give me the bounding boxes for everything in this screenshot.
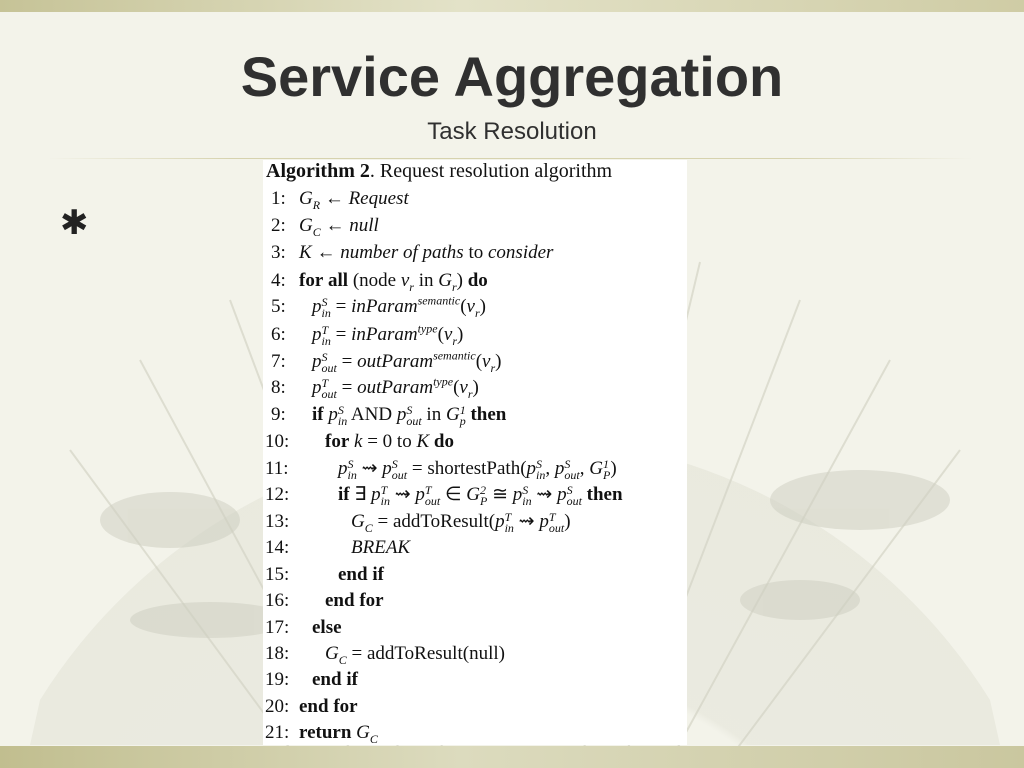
line-text: $G_C$ ← null xyxy=(299,215,379,239)
algorithm-line xyxy=(265,588,384,614)
line-number: 20: xyxy=(265,696,290,717)
algorithm-line xyxy=(265,720,378,745)
line-number: 3: xyxy=(271,242,286,263)
line-text: if p S in AND p S out in G 1 p then xyxy=(312,402,507,428)
line-number: 13: xyxy=(265,511,290,532)
line-number: 12: xyxy=(265,484,290,505)
line-text: p T in = $inParam^{type}(v_r)$ xyxy=(312,321,464,348)
line-number: 1: xyxy=(271,188,286,209)
line-text: p S in ⇝ p S out = shortestPath(p S in , p S out , G 1 P ) xyxy=(338,456,617,482)
slide-subtitle: Task Resolution xyxy=(427,118,597,145)
slide-title: Service Aggregation xyxy=(240,45,784,108)
line-text: $G_C$ = addToResult(null) xyxy=(325,643,505,667)
line-number: 10: xyxy=(265,431,290,452)
algorithm-title: . Request resolution algorithm xyxy=(369,160,613,182)
line-text: end for xyxy=(325,590,384,611)
line-number: 17: xyxy=(265,617,290,638)
line-number: 4: xyxy=(271,270,286,291)
algorithm-line xyxy=(265,482,623,508)
line-text: end if xyxy=(338,564,384,585)
algorithm-line xyxy=(265,615,342,641)
algorithm-line xyxy=(265,456,617,482)
line-text: for k = 0 to K do xyxy=(325,431,454,452)
bullet-star-icon: ✱ xyxy=(60,203,89,243)
algorithm-line xyxy=(271,186,409,212)
algorithm-caption xyxy=(266,160,612,183)
algorithm-line xyxy=(265,535,410,561)
line-number: 9: xyxy=(271,404,286,425)
algorithm-image xyxy=(263,160,687,745)
algorithm-line xyxy=(265,562,384,588)
line-number: 2: xyxy=(271,215,286,236)
line-number: 15: xyxy=(265,564,290,585)
line-number: 5: xyxy=(271,296,286,317)
bottom-accent-bar xyxy=(0,746,1024,768)
line-text: p T out = $outParam^{type}(v_r)$ xyxy=(312,374,479,401)
line-text: return $G_C$ xyxy=(299,722,378,745)
line-number: 8: xyxy=(271,377,286,398)
line-number: 16: xyxy=(265,590,290,611)
line-number: 11: xyxy=(265,458,289,479)
algorithm-line xyxy=(265,509,571,535)
algorithm-line xyxy=(265,694,358,720)
line-text: p S in = $inParam^{semantic}(v_r)$ xyxy=(312,293,486,320)
algorithm-line xyxy=(271,349,501,375)
line-number: 19: xyxy=(265,669,290,690)
line-text: for all (node $v_r$ in $G_r$) do xyxy=(299,270,488,294)
title-divider xyxy=(48,158,973,159)
line-number: 21: xyxy=(265,722,290,743)
algorithm-line xyxy=(271,322,463,348)
line-text: $G_C$ = addToResult(p T in ⇝ p T out ) xyxy=(351,509,571,535)
line-text: $G_R$ ← Request xyxy=(299,188,409,212)
algorithm-line xyxy=(265,641,505,667)
line-text: BREAK xyxy=(351,537,411,558)
line-text: K ← number of paths to consider xyxy=(299,242,554,263)
line-text: end if xyxy=(312,669,358,690)
line-text: end for xyxy=(299,696,358,717)
algorithm-line xyxy=(271,240,553,266)
algorithm-line xyxy=(271,375,479,401)
algorithm-line xyxy=(271,268,488,294)
algorithm-line xyxy=(271,402,506,428)
algorithm-line xyxy=(265,429,454,455)
line-text: else xyxy=(312,617,342,638)
line-number: 18: xyxy=(265,643,290,664)
line-text: p S out = $outParam^{semantic}(v_r)$ xyxy=(312,348,502,375)
algorithm-line xyxy=(265,667,358,693)
line-text: if ∃ p T in ⇝ p T out ∈ G 2 P ≅ p S in ⇝ p S out then xyxy=(338,482,623,508)
line-number: 6: xyxy=(271,324,286,345)
line-number: 14: xyxy=(265,537,290,558)
algorithm-line xyxy=(271,213,379,239)
algorithm-label: Algorithm 2 xyxy=(266,160,370,182)
line-number: 7: xyxy=(271,351,286,372)
algorithm-line xyxy=(271,294,486,320)
